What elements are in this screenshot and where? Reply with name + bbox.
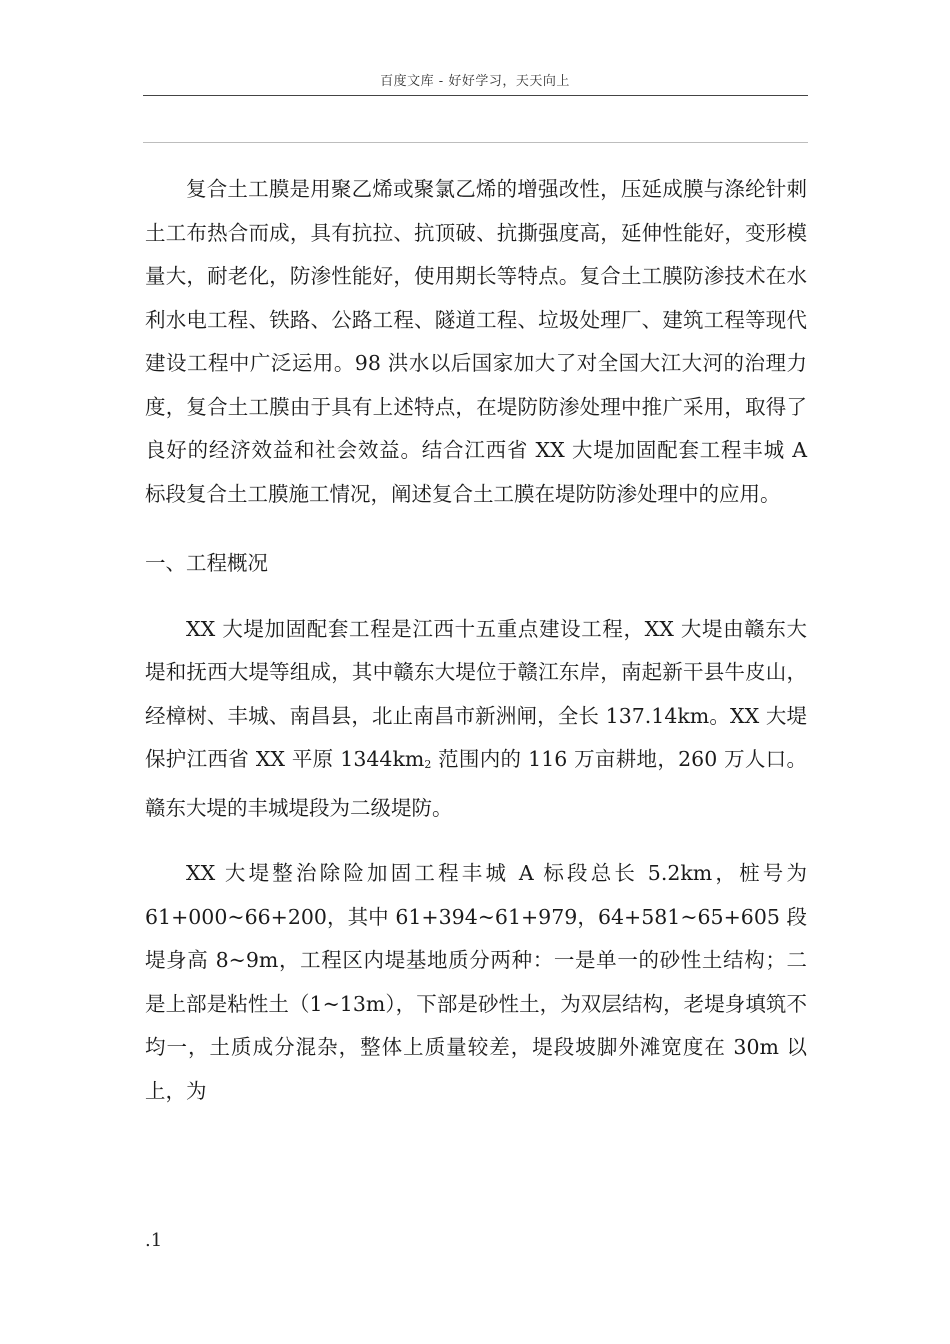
paragraph-overview bbox=[145, 608, 807, 831]
header-rule bbox=[143, 95, 808, 96]
superscript-2: 2 bbox=[424, 758, 432, 771]
paragraph-overview-text-b: 范围内的 116 万亩耕地，260 万人口。赣东大堤的丰城堤段为二级堤防。 bbox=[145, 747, 807, 820]
page-number: .1 bbox=[145, 1230, 163, 1251]
paragraph-section-detail: XX 大堤整治除险加固工程丰城 A 标段总长 5.2km，桩号为 61+000~66+200，其中 61+394~61+979，64+581~65+605 段堤身高 8~9m，工程区内堤基地质分两种：一是单一的砂性土结构；二是上部是粘性土（1~13m），下部是砂性土，为双层结构，老堤身填筑不均一，土质成分混杂，整体上质量较差，堤段坡脚外滩宽度在 30m 以上，为 bbox=[145, 861, 807, 1103]
section-heading: 一、工程概况 bbox=[145, 551, 268, 575]
section-divider bbox=[143, 142, 808, 143]
document-body bbox=[145, 168, 807, 1113]
page-header: 百度文库 - 好好学习，天天向上 bbox=[380, 74, 570, 89]
paragraph-intro: 复合土工膜是用聚乙烯或聚氯乙烯的增强改性，压延成膜与涤纶针刺土工布热合而成，具有抗拉、抗顶破、抗撕强度高，延伸性能好，变形模量大，耐老化，防渗性能好，使用期长等特点。复合土工膜防渗技术在水利水电工程、铁路、公路工程、隧道工程、垃圾处理厂、建筑工程等现代建设工程中广泛运用。98 洪水以后国家加大了对全国大江大河的治理力度，复合土工膜由于具有上述特点，在堤防防渗处理中推广采用，取得了良好的经济效益和社会效益。结合江西省 XX 大堤加固配套工程丰城 A 标段复合土工膜施工情况，阐述复合土工膜在堤防防渗处理中的应用。 bbox=[145, 177, 807, 506]
paragraph-overview-text-a: XX 大堤加固配套工程是江西十五重点建设工程，XX 大堤由赣东大堤和抚西大堤等组成，其中赣东大堤位于赣江东岸，南起新干县牛皮山，经樟树、丰城、南昌县，北止南昌市新洲闸，全长 137.14km。XX 大堤保护江西省 XX 平原 1344km bbox=[145, 616, 807, 771]
